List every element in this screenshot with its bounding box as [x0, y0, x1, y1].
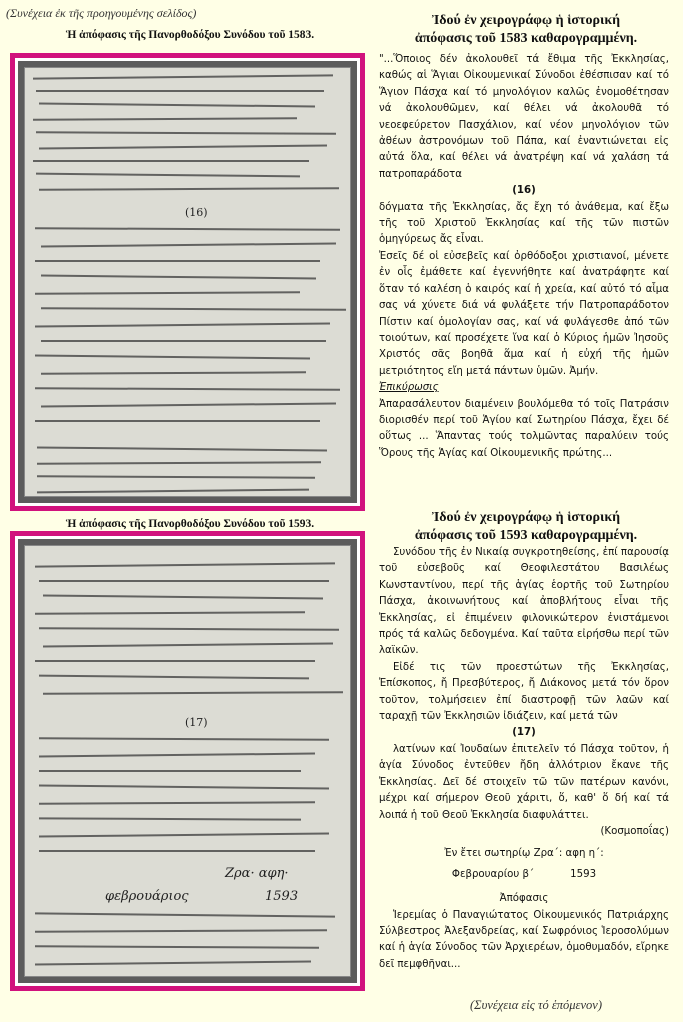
handwriting-stroke: [36, 131, 336, 135]
continued-to-next: (Συνέχεια εἰς τό ἑπόμενον): [470, 998, 602, 1012]
handwriting-stroke: [39, 103, 315, 108]
handwriting-stroke: [39, 753, 315, 758]
manuscript-1583-frame: [10, 53, 365, 511]
paragraph-2: δόγματα τῆς Ἐκκλησίας, ἄς ἔχη τό ἀνάθεμα, καί ἔξω τῆς τοῦ Χριστοῦ Ἐκκλησίας καί τῆς τῶν πιστῶν ὁμηγύρεως ἄς εἶναι.: [379, 201, 669, 246]
handwriting-stroke: [35, 912, 335, 917]
handwriting-stroke: [37, 461, 321, 464]
handwriting-stroke: [35, 660, 315, 662]
handwriting-stroke: [39, 144, 327, 149]
manuscript-1593-year: 1593: [265, 889, 299, 904]
handwriting-stroke: [39, 737, 329, 741]
handwriting-stroke: [37, 489, 309, 494]
handwriting-stroke: [35, 945, 319, 948]
handwriting-stroke: [35, 929, 327, 933]
handwriting-stroke: [41, 307, 346, 311]
handwriting-stroke: [35, 611, 305, 614]
paragraph-q1: Συνόδου τῆς ἐν Νικαίᾳ συγκροτηθείσης, ἐπί παρουσίᾳ τοῦ εὐσεβοῦς καί Θεοφιλεστάτου Βασιλέως Κωνσταντίνου, περί τῆς ἁγίας ἑορτῆς τοῦ Σωτηρίου Πάσχα, ἀκοινωνήτους καί ἀποβλήτους εἶναι τῆς Ἐκκλησίας, εἰ ἐπιμένειν φιλονικώτερον ἐνιστάμενοι πρός τά καλῶς δεδογμένα. Καί ταῦτα εἰρήσθω περί τῶν λαϊκῶν.: [379, 547, 669, 657]
handwriting-stroke: [39, 187, 339, 191]
title-1593: [370, 509, 682, 545]
handwriting-stroke: [41, 402, 336, 407]
kosmopoios: (Κοσμοποΐας): [600, 825, 669, 837]
handwriting-stroke: [36, 90, 324, 92]
date-line: Ἐν ἔτει σωτηρίῳ Ζρα΄: αφη η΄:: [444, 848, 604, 860]
manuscript-1593-page-number: (17): [185, 716, 208, 729]
handwriting-stroke: [35, 961, 311, 966]
manuscript-1593-border: [15, 536, 360, 986]
transcription-1593: [379, 545, 669, 973]
handwriting-stroke: [36, 173, 300, 178]
title-1583-line1: Ἰδού ἐν χειρογράφῳ ἡ ἱστορική: [431, 13, 621, 28]
title-1583: [370, 12, 682, 48]
year: 1593: [570, 868, 597, 880]
manuscript-1593-frame: [10, 531, 365, 991]
caption-1593: Ἡ ἀπόφασις τῆς Πανορθοδόξου Συνόδου τοῦ 1593.: [65, 518, 315, 530]
handwriting-stroke: [43, 691, 343, 695]
paragraph-q2: Εἰδέ τις τῶν προεστώτων τῆς Ἐκκλησίας, Ἐπίσκοπος, ἤ Πρεσβύτερος, ἤ Διάκονος μετά τόν ὅρον τοῦτον, τολμήσειεν ἐπί διαστροφῇ τῶν λαῶν καί ταραχῇ τῶν Ἐκκλησιῶν ἰδιάζειν, καί μετά τῶν: [379, 661, 669, 723]
manuscript-1583-border: [15, 58, 360, 506]
date-row: [379, 867, 669, 883]
handwriting-stroke: [37, 446, 327, 451]
paragraph-3: Ἐσεῖς δέ οἱ εὐσεβεῖς καί ὀρθόδοξοι χριστιανοί, μένετε ἐν οἷς ἐμάθετε καί ἐγεννήθητε καί ἀνατράφητε καί ὅταν τό καλέση ὁ καιρός καί ἡ χρεία, καί αὐτό τό αἷμα σας νά χύνετε διά νά φυλάξετε τήν Πατροπαράδοτον Πίστιν καί ὁμολογίαν σας, καί νά φυλάγεσθε ἀπό τῶν τοιούτων, καί προσέχετε ἵνα καί ὁ Κύριος ἡμῶν Ἰησοῦς Χριστός σᾶς βοηθᾶ ἅμα καί ἡ εὐχή τῆς ἡμῶν μετριότητος εἴη μετά πάντων ὑμῶν. Ἀμήν.: [379, 250, 669, 377]
epikyrosis-heading: Ἐπικύρωσις: [379, 382, 439, 394]
caption-1583: Ἡ ἀπόφασις τῆς Πανορθοδόξου Συνόδου τοῦ 1583.: [65, 29, 315, 41]
handwriting-stroke: [39, 801, 315, 804]
page-number-16: (16): [512, 185, 536, 197]
manuscript-1593-image: [24, 545, 351, 977]
title-1583-line2: ἀπόφασις τοῦ 1583 καθαρογραμμένη.: [414, 31, 638, 46]
paragraph-1: "...Ὅποιος δέν ἀκολουθεῖ τά ἔθιμα τῆς Ἐκκλησίας, καθώς αἱ Ἅγιαι Οἰκουμενικαί Σύνοδοι ἐθέσπισαν καί τό Ἅγιον Πάσχα καί τό μηνολόγιον καλῶς ἐνομοθέτησαν νά ἀκολουθῶμεν, καί θέλει νά ἀκολουθᾶ τό νεοεφεύρετον Πασχάλιον, καί νέον μηνολόγιον τῶν ἀθέων ἀστρονόμων τοῦ Πάπα, καί ἐναντιώνεται εἰς αὐτά ὅλα, καί θέλει νά ἀνατρέψη καί νά χαλάση τά πατροπαράδοτα: [379, 54, 669, 180]
manuscript-1583-image: [24, 67, 351, 497]
apofasis-heading: Ἀπόφασις: [499, 893, 549, 905]
handwriting-stroke: [43, 642, 333, 647]
handwriting-stroke: [39, 770, 301, 772]
handwriting-stroke: [39, 580, 329, 582]
handwriting-stroke: [41, 275, 316, 280]
title-1593-line2: ἀπόφασις τοῦ 1593 καθαρογραμμένη.: [414, 528, 638, 543]
handwriting-stroke: [35, 322, 330, 327]
handwriting-stroke: [33, 74, 333, 79]
page-number-17: (17): [512, 727, 536, 739]
handwriting-stroke: [41, 340, 326, 342]
handwriting-stroke: [39, 850, 315, 852]
handwriting-stroke: [35, 227, 340, 231]
handwriting-stroke: [41, 371, 306, 374]
handwriting-stroke: [33, 160, 309, 162]
handwriting-stroke: [35, 387, 340, 391]
continued-from-previous: (Συνέχεια ἐκ τῆς προηγουμένης σελίδος): [6, 6, 197, 20]
manuscript-1593-date: Ζρα· αφη·: [225, 866, 289, 881]
handwriting-stroke: [33, 117, 297, 120]
title-1593-line1: Ἰδού ἐν χειρογράφῳ ἡ ἱστορική: [431, 510, 621, 525]
handwriting-stroke: [39, 784, 329, 789]
signatories: Ἱερεμίας ὁ Παναγιώτατος Οἰκουμενικός Πατριάρχης Σύλβεστρος Ἀλεξανδρείας, καί Σωφρόνιος Ἱεροσολύμων καί ἡ ἁγία Σύνοδος τῶν Ἀρχιερέων, ὁμοθυμαδόν, εἴρηκε δεῖ πεμφθῆναι...: [379, 909, 669, 970]
handwriting-stroke: [41, 242, 336, 247]
handwriting-stroke: [43, 595, 323, 600]
handwriting-stroke: [35, 562, 335, 567]
handwriting-stroke: [39, 817, 301, 820]
handwriting-stroke: [37, 475, 315, 478]
paragraph-4: Ἀπαρασάλευτον διαμένειν βουλόμεθα τό τοῖς Πατράσιν διορισθέν περί τοῦ Ἁγίου καί Σωτηρίου Πάσχα, ἔχει δέ οὕτως ... Ἅπαντας τούς τολμῶντας παραλύειν τούς Ὅρους τῆς Ἁγίας καί Οἰκουμενικῆς πρώτης...: [379, 398, 669, 459]
handwriting-stroke: [35, 291, 300, 294]
handwriting-stroke: [39, 675, 309, 680]
handwriting-stroke: [39, 832, 329, 837]
manuscript-1593-month: φεβρουάριος: [105, 889, 189, 904]
handwriting-stroke: [35, 420, 320, 422]
paragraph-q3: λατίνων καί Ἰουδαίων ἐπιτελεῖν τό Πάσχα τοῦτον, ἡ ἁγία Σύνοδος ἐντεῦθεν ἤδη ἀλλότριον ἔκανε τῆς Ἐκκλησίας. Δεῖ δέ στοιχεῖν τῶ τῶν πατέρων κανόνι, μέχρι καί σήμερον Θεοῦ χάριτι, ὅ, καθ' ὅ δή καί τά λοιπά ἡ τοῦ Θεοῦ Ἐκκλησία διαφυλάττει.: [379, 743, 669, 821]
month: Φεβρουαρίου β΄: [451, 868, 535, 880]
handwriting-stroke: [35, 355, 310, 360]
handwriting-stroke: [39, 627, 339, 631]
transcription-1583: [379, 52, 669, 462]
manuscript-1583-page-number: (16): [185, 206, 208, 219]
handwriting-stroke: [35, 260, 320, 262]
